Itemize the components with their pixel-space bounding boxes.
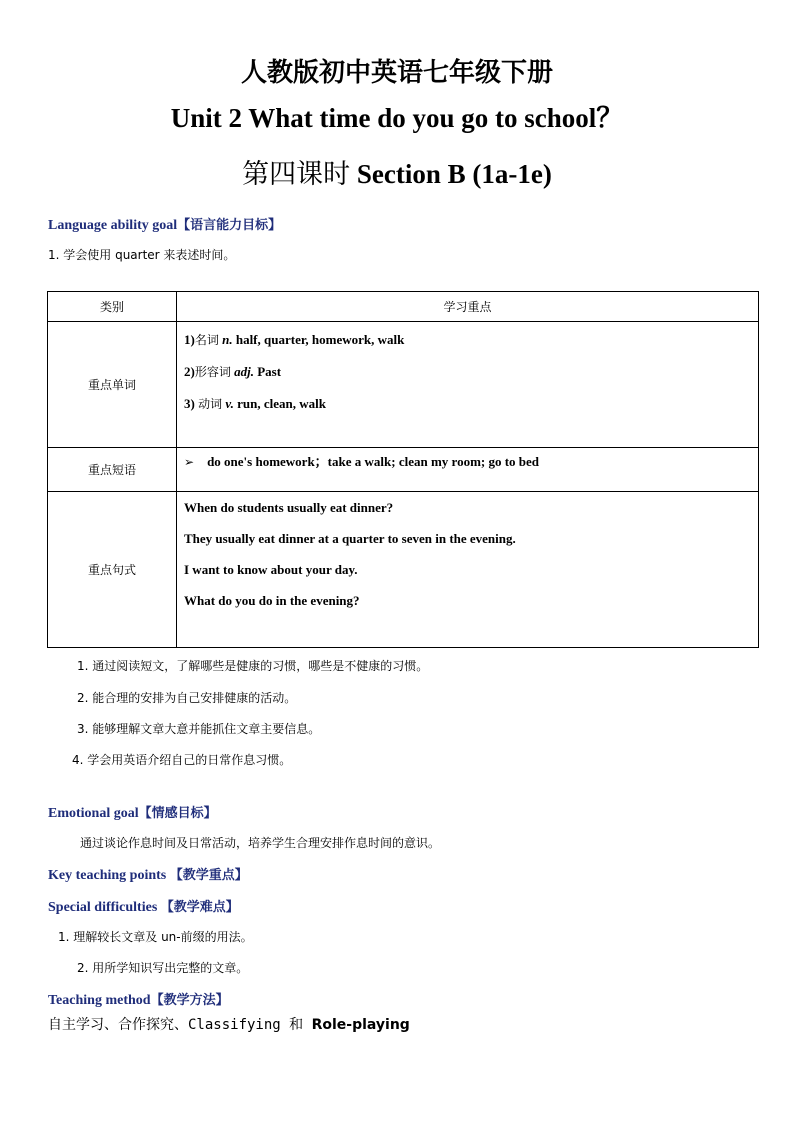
header-focus: 学习重点 — [177, 292, 759, 322]
emotional-goal-heading: Emotional goal【情感目标】 — [48, 806, 217, 821]
list-item: 2. 能合理的安排为自己安排健康的活动。 — [77, 691, 297, 705]
sentences-cell — [177, 492, 759, 648]
bullet-icon: ➢ — [184, 455, 195, 469]
phrases-label: 重点短语 — [48, 448, 177, 492]
vocab-cell — [177, 322, 759, 448]
table-row-vocab — [48, 322, 759, 448]
vocab-line-nouns: 1)名词 n. half, quarter, homework, walk — [184, 332, 405, 347]
list-item: 3. 能够理解文章大意并能抓住文章主要信息。 — [77, 722, 321, 736]
sentence-4: What do you do in the evening? — [184, 593, 360, 608]
teaching-method-heading: Teaching method【教学方法】 — [48, 993, 229, 1008]
page-title: 人教版初中英语七年级下册 — [240, 58, 553, 88]
table-header-row — [48, 292, 759, 322]
difficulty-item: 1. 理解较长文章及 un-前缀的用法。 — [58, 930, 253, 944]
learning-focus-table — [47, 291, 759, 648]
list-item: 1. 通过阅读短文，了解哪些是健康的习惯，哪些是不健康的习惯。 — [77, 659, 429, 673]
difficulties-heading: Special difficulties 【教学难点】 — [48, 900, 239, 915]
table-row-sentences — [48, 492, 759, 648]
header-category: 类别 — [48, 292, 177, 322]
unit-title: Unit 2 What time do you go to school？ — [170, 103, 624, 133]
vocab-line-adjectives: 2)形容词 adj. Past — [184, 364, 282, 379]
key-points-heading: Key teaching points 【教学重点】 — [48, 868, 248, 883]
difficulty-item: 2. 用所学知识写出完整的文章。 — [77, 961, 249, 975]
heading-en: Language ability goal — [48, 218, 178, 233]
sentence-3: I want to know about your day. — [184, 562, 358, 577]
sentences-label: 重点句式 — [48, 492, 177, 648]
language-goal-heading — [48, 214, 281, 234]
vocab-label: 重点单词 — [48, 322, 177, 448]
phrases-cell — [177, 448, 759, 492]
lesson-title — [0, 152, 794, 191]
table-row-phrases — [48, 448, 759, 492]
sentence-1: When do students usually eat dinner? — [184, 500, 394, 515]
list-item: 4. 学会用英语介绍自己的日常作息习惯。 — [72, 753, 292, 767]
language-goal-item: 1. 学会使用 quarter 来表述时间。 — [48, 248, 236, 262]
teaching-method-text: 自主学习、合作探究、Classifying 和 Role-playing — [48, 1017, 410, 1033]
heading-cn: 【语言能力目标】 — [177, 218, 282, 233]
emotional-goal-text: 通过谈论作息时间及日常活动，培养学生合理安排作息时间的意识。 — [80, 836, 441, 850]
lesson-number: 第四课时 — [242, 159, 351, 189]
sentence-2: They usually eat dinner at a quarter to seven in the evening. — [184, 531, 516, 546]
vocab-line-verbs: 3) 动词 v. run, clean, walk — [184, 396, 326, 411]
section-label: Section B (1a-1e) — [356, 159, 552, 189]
phrases-line: ➢ do one's homework；take a walk; clean my room; go to bed — [184, 454, 540, 469]
